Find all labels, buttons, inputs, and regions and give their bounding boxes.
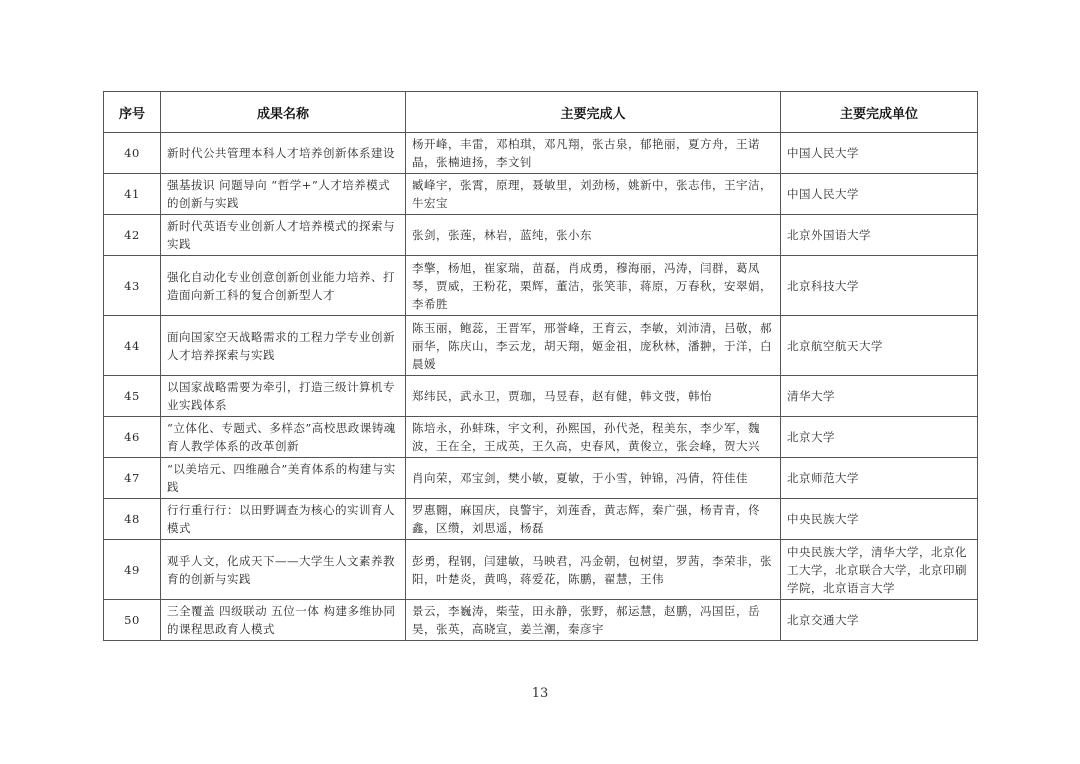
row-number: 43 [104,256,161,316]
main-contributors: 臧峰宇，张霄，原理，聂敏里，刘劲杨，姚新中，张志伟，王宇洁，牛宏宝 [406,174,781,215]
main-contributors: 肖向荣，邓宝剑，樊小敏，夏敏，于小雪，钟锦，冯倩，符佳佳 [406,458,781,499]
table-row [104,600,978,641]
header-seq: 序号 [104,92,161,133]
table-row [104,133,978,174]
main-unit: 中国人民大学 [781,174,978,215]
achievement-name: 面向国家空天战略需求的工程力学专业创新人才培养探索与实践 [161,316,406,376]
achievement-name: “以美培元、四维融合”美育体系的构建与实践 [161,458,406,499]
row-number: 48 [104,499,161,540]
achievement-name: 观乎人文，化成天下——大学生人文素养教育的创新与实践 [161,540,406,600]
row-number: 50 [104,600,161,641]
row-number: 41 [104,174,161,215]
achievement-name: 三全覆盖 四级联动 五位一体 构建多维协同的课程思政育人模式 [161,600,406,641]
table-row [104,316,978,376]
main-unit: 北京外国语大学 [781,215,978,256]
main-unit: 中国人民大学 [781,133,978,174]
table-row [104,499,978,540]
main-contributors: 陈玉丽，鲍蕊，王晋军，邢誉峰，王育云，李敏，刘沛清，吕敬，郝丽华，陈庆山，李云龙，胡天翔，姬金祖，庞秋林，潘翀，于洋，白晨媛 [406,316,781,376]
achievement-name: 以国家战略需要为牵引，打造三级计算机专业实践体系 [161,376,406,417]
row-number: 45 [104,376,161,417]
header-achievement: 成果名称 [161,92,406,133]
main-unit: 北京大学 [781,417,978,458]
main-unit: 中央民族大学 [781,499,978,540]
main-unit: 中央民族大学，清华大学，北京化工大学，北京联合大学，北京印刷学院，北京语言大学 [781,540,978,600]
main-unit: 清华大学 [781,376,978,417]
row-number: 42 [104,215,161,256]
achievement-name: 行行重行行：以田野调查为核心的实训育人模式 [161,499,406,540]
achievement-name: 强基拔识 问题导向 “哲学+”人才培养模式的创新与实践 [161,174,406,215]
table-row [104,417,978,458]
row-number: 44 [104,316,161,376]
main-unit: 北京师范大学 [781,458,978,499]
achievement-name: “立体化、专题式、多样态”高校思政课铸魂育人教学体系的改革创新 [161,417,406,458]
main-unit: 北京科技大学 [781,256,978,316]
header-people: 主要完成人 [406,92,781,133]
main-contributors: 杨开峰，丰雷，邓柏琪，邓凡翔，张古泉，郁艳丽，夏方舟，王诺晶，张楠迪扬，李文钊 [406,133,781,174]
table-header [104,92,978,133]
main-unit: 北京交通大学 [781,600,978,641]
row-number: 46 [104,417,161,458]
main-contributors: 郑纬民，武永卫，贾珈，马昱春，赵有健，韩文弢，韩怡 [406,376,781,417]
table-row [104,376,978,417]
main-contributors: 陈培永，孙蚌珠，宇文利，孙熙国，孙代尧，程美东，李少军，魏波，王在全，王成英，王久高，史春风，黄俊立，张会峰，贺大兴 [406,417,781,458]
main-contributors: 罗惠翾，麻国庆，良警宇，刘莲香，黄志辉，秦广强，杨青青，佟鑫，区缵，刘思遥，杨磊 [406,499,781,540]
achievements-table [103,91,978,641]
table-body [104,133,978,641]
achievement-name: 强化自动化专业创意创新创业能力培养、打造面向新工科的复合创新型人才 [161,256,406,316]
achievement-name: 新时代公共管理本科人才培养创新体系建设 [161,133,406,174]
table-row [104,256,978,316]
row-number: 49 [104,540,161,600]
table-row [104,215,978,256]
table-row [104,540,978,600]
table-row [104,174,978,215]
header-unit: 主要完成单位 [781,92,978,133]
main-contributors: 彭勇，程钢，闫建敏，马映君，冯金朝，包树望，罗茜，李荣非，张阳，叶楚炎，黄鸣，蒋爱花，陈鹏，翟慧，王伟 [406,540,781,600]
table-row [104,458,978,499]
main-contributors: 张剑，张莲，林岩，蓝纯，张小东 [406,215,781,256]
row-number: 40 [104,133,161,174]
row-number: 47 [104,458,161,499]
page-number: 13 [531,686,549,701]
main-contributors: 景云，李巍涛，柴莹，田永静，张野，郝运慧，赵鹏，冯国臣，岳昊，张英，高晓宣，姜兰潮，秦彦宇 [406,600,781,641]
header-row [104,92,978,133]
achievement-name: 新时代英语专业创新人才培养模式的探索与实践 [161,215,406,256]
main-unit: 北京航空航天大学 [781,316,978,376]
main-contributors: 李擎，杨旭，崔家瑞，苗磊，肖成勇，穆海丽，冯涛，闫群，葛凤琴，贾威，王粉花，栗辉，董洁，张笑菲，蒋原，万春秋，安翠娟，李希胜 [406,256,781,316]
